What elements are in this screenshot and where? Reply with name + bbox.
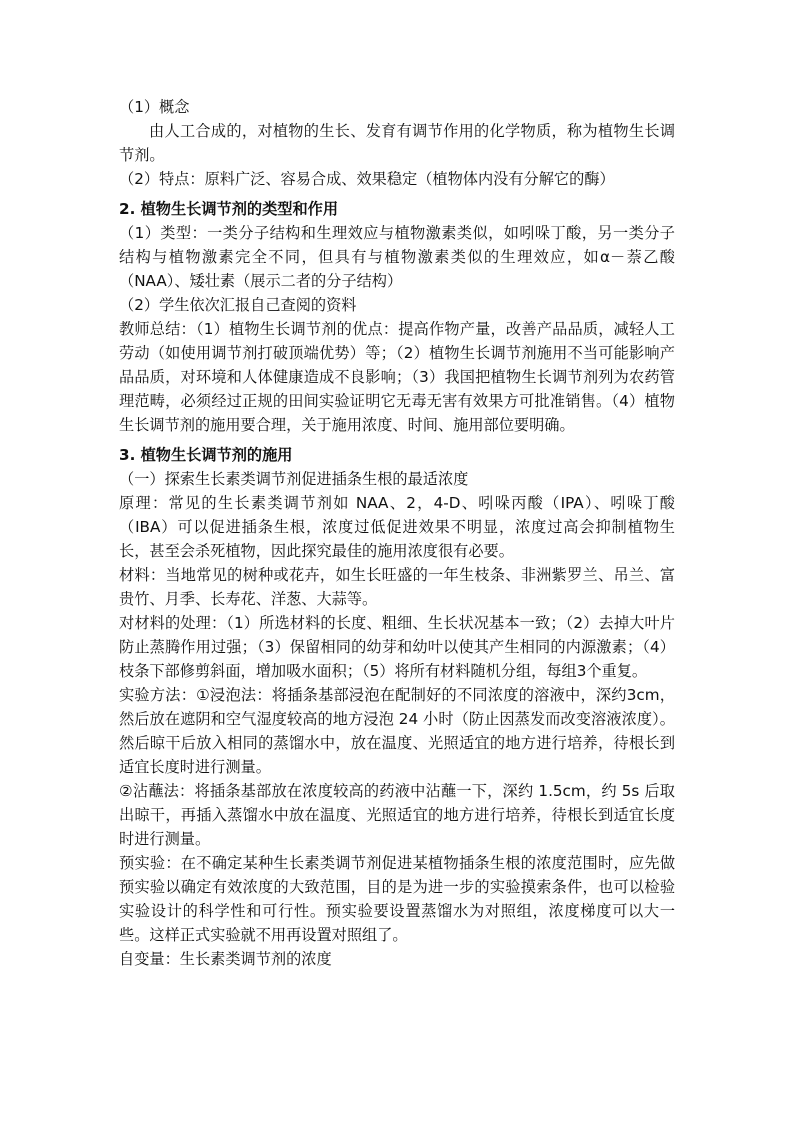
materials-paragraph: 材料：当地常见的树种或花卉，如生长旺盛的一年生枝条、非洲紫罗兰、吊兰、富贵竹、月季、长寿花、洋葱、大蒜等。 [119,566,675,608]
student-report-line: （2）学生依次汇报自己查阅的资料 [119,296,357,314]
concept-text: 由人工合成的，对植物的生长、发育有调节作用的化学物质，称为植物生长调节剂。 [119,122,675,164]
independent-variable-line: 自变量：生长素类调节剂的浓度 [119,950,332,968]
teacher-summary-paragraph: 教师总结：（1）植物生长调节剂的优点：提高作物产量，改善产品品质，减轻人工劳动（如使用调节剂打破顶端优势）等；（2）植物生长调节剂施用不当可能影响产品品质，对环境和人体健康造成不良影响；（3）我国把植物生长调节剂列为农药管理范畴，必须经过正规的田间实验证明它无毒无害有效果方可批准销售。（4）植物生长调节剂的施用要合理，关于施用浓度、时间、施用部位要明确。 [119,320,675,434]
features-line: （2）特点：原料广泛、容易合成、效果稳定（植物体内没有分解它的酶） [119,170,615,188]
explore-subheading: （一）探索生长素类调节剂促进插条生根的最适浓度 [119,470,469,488]
concept-label: （1）概念 [119,98,190,116]
types-paragraph: （1）类型：一类分子结构和生理效应与植物激素类似，如吲哚丁酸，另一类分子结构与植物激素完全不同，但具有与植物激素类似的生理效应，如α－萘乙酸（NAA）、矮壮素（展示二者的分子结构） [119,224,675,290]
pre-experiment-paragraph: 预实验：在不确定某种生长素类调节剂促进某植物插条生根的浓度范围时，应先做预实验以确定有效浓度的大致范围，目的是为进一步的实验摸索条件，也可以检验实验设计的科学性和可行性。预实验要设置蒸馏水为对照组，浓度梯度可以大一些。这样正式实验就不用再设置对照组了。 [119,854,675,944]
treatment-paragraph: 对材料的处理：（1）所选材料的长度、粗细、生长状况基本一致；（2）去掉大叶片防止蒸腾作用过强；（3）保留相同的幼芽和幼叶以使其产生相同的内源激素；（4）枝条下部修剪斜面，增加吸水面积；（5）将所有材料随机分组，每组3个重复。 [119,614,675,680]
section-heading-3: 3. 植物生长调节剂的施用 [119,446,293,464]
principle-paragraph: 原理：常见的生长素类调节剂如 NAA、2，4-D、吲哚丙酸（IPA）、吲哚丁酸（IBA）可以促进插条生根，浓度过低促进效果不明显，浓度过高会抑制植物生长，甚至会杀死植物，因此探究最佳的施用浓度很有必要。 [119,494,675,560]
section-heading-2: 2. 植物生长调节剂的类型和作用 [119,200,339,218]
method-soak-paragraph: 实验方法：①浸泡法：将插条基部浸泡在配制好的不同浓度的溶液中，深约3cm，然后放在遮阴和空气湿度较高的地方浸泡 24 小时（防止因蒸发而改变溶液浓度）。然后晾干后放入相同的蒸馏水中，放在温度、光照适宜的地方进行培养，待根长到适宜长度时进行测量。 [119,686,675,776]
method-dip-paragraph: ②沾蘸法：将插条基部放在浓度较高的药液中沾蘸一下，深约 1.5cm，约 5s 后取出晾干，再插入蒸馏水中放在温度、光照适宜的地方进行培养，待根长到适宜长度时进行测量。 [119,782,675,848]
document-page [119,95,675,971]
